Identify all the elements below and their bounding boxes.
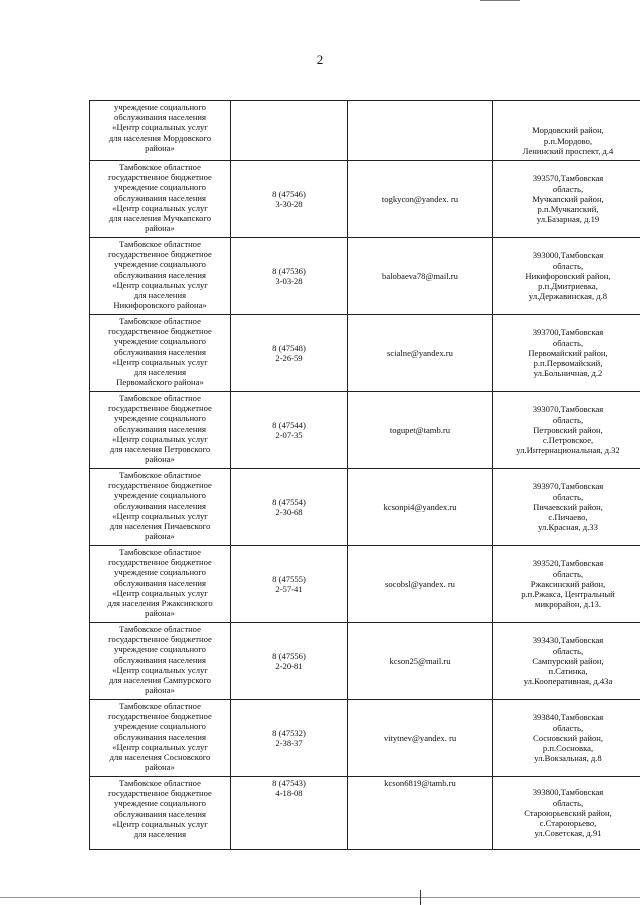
table-row xyxy=(90,161,640,238)
page-number: 2 xyxy=(316,52,324,67)
table-row xyxy=(90,700,640,777)
email-address: kcson25@mail.ru xyxy=(348,623,493,700)
organization-name: Тамбовское областное государственное бюджетное учреждение социального обслуживания населения «Центр социальных услуг для населения Ржаксинского района» xyxy=(90,546,231,623)
postal-address: 393800,Тамбовская область, Староюрьевский район, с.Староюрьево, ул.Советская, д.91 xyxy=(493,777,640,850)
postal-address: 393430,Тамбовская область, Сампурский район, п.Сатинка, ул.Кооперативная, д.43а xyxy=(493,623,640,700)
phone-number: 8 (47536) 3-03-28 xyxy=(231,238,348,315)
phone-number: 8 (47546) 3-30-28 xyxy=(231,161,348,238)
postal-address: 393700,Тамбовская область, Первомайский район, р.п.Первомайский, ул.Больничная, д.2 xyxy=(493,315,640,392)
table-row xyxy=(90,238,640,315)
postal-address: 393840,Тамбовская область, Сосновский район, р.п.Сосновка, ул.Вокзальная, д.8 xyxy=(493,700,640,777)
phone-number: 8 (47543) 4-18-08 xyxy=(231,777,348,850)
email-address xyxy=(348,101,493,161)
organization-name: Тамбовское областное государственное бюджетное учреждение социального обслуживания населения «Центр социальных услуг для населения Никифоровского района» xyxy=(90,238,231,315)
organization-name: Тамбовское областное государственное бюджетное учреждение социального обслуживания населения «Центр социальных услуг для населения Сосновского района» xyxy=(90,700,231,777)
table-row xyxy=(90,623,640,700)
phone-number: 8 (47556) 2-20-81 xyxy=(231,623,348,700)
email-address: scialne@yandex.ru xyxy=(348,315,493,392)
table-row xyxy=(90,469,640,546)
table-row xyxy=(90,546,640,623)
postal-address: 393000,Тамбовская область, Никифоровский район, р.п.Дмитриевка, ул.Державинская, д.8 xyxy=(493,238,640,315)
phone-number xyxy=(231,101,348,161)
organization-name: Тамбовское областное государственное бюджетное учреждение социального обслуживания населения «Центр социальных услуг для населения Петровского района» xyxy=(90,392,231,469)
postal-address: 393570,Тамбовская область, Мучкапский район, р.п.Мучкапский, ул.Базарная, д.19 xyxy=(493,161,640,238)
organization-name: Тамбовское областное государственное бюджетное учреждение социального обслуживания населения «Центр социальных услуг для населения Сампурского района» xyxy=(90,623,231,700)
postal-address: 393520,Тамбовская область, Ржаксинский район, р.п.Ржакса, Центральный микрорайон, д.13. xyxy=(493,546,640,623)
scan-bottom-edge xyxy=(0,897,640,898)
email-address: vitytnev@yandex. ru xyxy=(348,700,493,777)
table-row xyxy=(90,315,640,392)
email-address: togupet@tamb.ru xyxy=(348,392,493,469)
phone-number: 8 (47554) 2-30-68 xyxy=(231,469,348,546)
phone-number: 8 (47532) 2-38-37 xyxy=(231,700,348,777)
organization-name: учреждение социального обслуживания населения «Центр социальных услуг для населения Мордовского района» xyxy=(90,101,231,161)
postal-address: Мордовский район, р.п.Мордово, Ленинский проспект, д.4 xyxy=(493,101,640,161)
scan-edge-tick xyxy=(420,890,421,905)
organization-name: Тамбовское областное государственное бюджетное учреждение социального обслуживания населения «Центр социальных услуг для населения xyxy=(90,777,231,850)
email-address: kcson6819@tamb.ru xyxy=(348,777,493,850)
organizations-table xyxy=(89,100,640,850)
table-row xyxy=(90,101,640,161)
postal-address: 393970,Тамбовская область, Пичаевский район, с.Пичаево, ул.Красная, д.33 xyxy=(493,469,640,546)
phone-number: 8 (47555) 2-57-41 xyxy=(231,546,348,623)
organization-name: Тамбовское областное государственное бюджетное учреждение социального обслуживания населения «Центр социальных услуг для населения Первомайского района» xyxy=(90,315,231,392)
organization-name: Тамбовское областное государственное бюджетное учреждение социального обслуживания населения «Центр социальных услуг для населения Мучкапского района» xyxy=(90,161,231,238)
organization-name: Тамбовское областное государственное бюджетное учреждение социального обслуживания населения «Центр социальных услуг для населения Пичаевского района» xyxy=(90,469,231,546)
phone-number: 8 (47548) 2-26-59 xyxy=(231,315,348,392)
scan-edge-mark xyxy=(480,0,520,5)
email-address: socobsl@yandex. ru xyxy=(348,546,493,623)
table-row xyxy=(90,392,640,469)
postal-address: 393070,Тамбовская область, Петровский район, с.Петровское, ул.Интернациональная, д.32 xyxy=(493,392,640,469)
email-address: kcsonpi4@yandex.ru xyxy=(348,469,493,546)
table-row xyxy=(90,777,640,850)
phone-number: 8 (47544) 2-07-35 xyxy=(231,392,348,469)
email-address: togkycon@yandex. ru xyxy=(348,161,493,238)
email-address: balobaeva78@mail.ru xyxy=(348,238,493,315)
